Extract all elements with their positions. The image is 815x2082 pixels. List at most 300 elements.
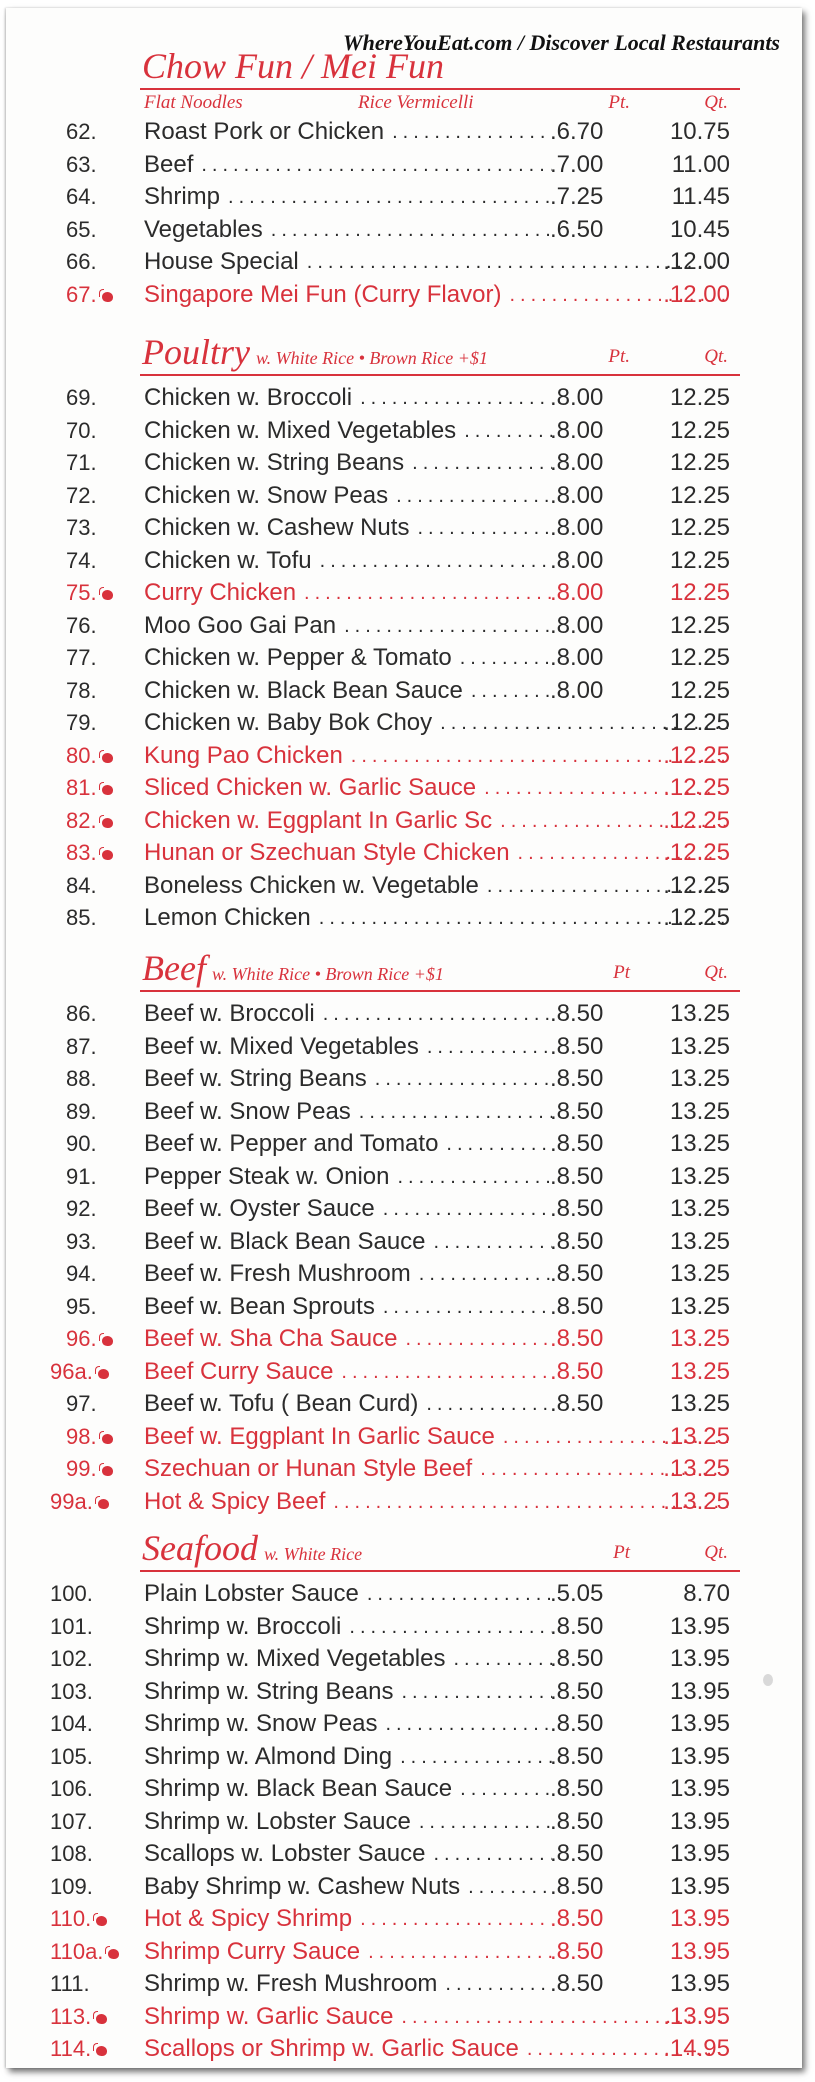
item-number-text: 67.: [66, 281, 97, 307]
quart-price: 13.95: [669, 1872, 730, 1900]
section-header: [6, 1528, 802, 1572]
item-name: Beef w. Black Bean Sauce: [144, 1227, 426, 1255]
item-number: [66, 1031, 134, 1063]
menu-item: [6, 1773, 802, 1806]
item-name: Chicken w. Tofu: [144, 546, 312, 574]
menu-page: [6, 8, 802, 2068]
item-name: Beef: [144, 150, 194, 178]
item-name: Baby Shrimp w. Cashew Nuts: [144, 1872, 461, 1900]
pint-price: .8.50: [550, 1000, 604, 1027]
menu-item: [6, 246, 802, 279]
menu-section: [6, 948, 802, 1518]
menu-item: [6, 1968, 802, 2001]
quart-price: 12.25: [669, 579, 730, 606]
item-name-line: [144, 610, 552, 642]
item-number: [66, 116, 134, 148]
quart-price: 13.95: [669, 1710, 730, 1737]
quart-price: 13.95: [669, 1612, 730, 1640]
hot-pepper-icon: [92, 1913, 108, 1927]
item-name: Chicken w. String Beans: [144, 449, 405, 476]
item-number-text: 82.: [66, 807, 97, 833]
item-name: Shrimp w. Fresh Mushroom: [144, 1970, 438, 1997]
pint-column-label: Pt: [613, 1542, 630, 1563]
menu-item: [6, 1578, 802, 1611]
quart-price: 13.25: [669, 1227, 730, 1255]
item-number: [50, 1936, 118, 1968]
pint-price: .8.00: [550, 611, 604, 639]
quart-price: 13.25: [669, 1260, 730, 1287]
item-number: [50, 1838, 118, 1870]
pint-price: .8.50: [550, 1710, 604, 1737]
menu-item: [6, 707, 802, 740]
item-number-text: 65.: [66, 216, 97, 242]
item-number: [50, 1486, 118, 1518]
menu-item: [6, 512, 802, 545]
item-number-text: 74.: [66, 547, 97, 573]
menu-item: [6, 2033, 802, 2066]
item-number: [66, 902, 134, 934]
menu-item: [6, 116, 802, 149]
item-number: [66, 149, 134, 181]
menu-item: [6, 642, 802, 675]
hot-pepper-icon: [94, 1496, 110, 1510]
paper-blemish: [763, 1674, 773, 1686]
quart-price: .14.95: [663, 2035, 730, 2062]
item-name-line: [144, 1936, 552, 1968]
menu-item: [6, 1258, 802, 1291]
item-name-line: [144, 1773, 552, 1805]
pint-price: .8.50: [550, 1872, 604, 1900]
item-name: Beef w. String Beans: [144, 1065, 367, 1092]
item-number-text: 109.: [50, 1873, 93, 1899]
quart-price: 13.25: [669, 1065, 730, 1092]
item-number: [66, 214, 134, 246]
item-number: [66, 837, 134, 869]
quart-price: .12.25: [663, 839, 730, 866]
hot-pepper-icon: [98, 815, 114, 829]
quart-price: 12.25: [669, 481, 730, 509]
item-name-line: [144, 1258, 552, 1290]
menu-item: [6, 837, 802, 870]
quart-price: .13.25: [663, 1487, 730, 1515]
menu-item: [6, 1096, 802, 1129]
item-name: Chicken w. Snow Peas: [144, 481, 389, 509]
item-number-text: 87.: [66, 1033, 97, 1059]
menu-item: [6, 149, 802, 182]
item-number-text: 92.: [66, 1196, 97, 1221]
item-number-text: 75.: [66, 580, 97, 605]
hot-pepper-icon: [98, 750, 114, 764]
pint-price: .8.00: [550, 546, 604, 574]
pint-price: .8.50: [550, 1970, 604, 1997]
item-number-text: 84.: [66, 872, 97, 898]
dot-leader: [419, 1806, 552, 1838]
dot-leader: [396, 480, 552, 512]
quart-price: 12.25: [669, 676, 730, 704]
item-number: [50, 1676, 118, 1708]
site-credit: WhereYouEat.com / Discover Local Restaurants: [343, 30, 780, 55]
menu-item: [6, 1676, 802, 1709]
item-name: Chicken w. Eggplant In Garlic Sc: [144, 806, 493, 834]
quart-price: 12.25: [669, 449, 730, 476]
quart-price: 13.25: [669, 1000, 730, 1027]
item-name: Chicken w. Mixed Vegetables: [144, 416, 457, 444]
item-name: Beef w. Broccoli: [144, 1000, 315, 1027]
item-name-line: [144, 1806, 552, 1838]
item-number: [66, 246, 134, 278]
item-number: [66, 1453, 134, 1485]
pint-price: .5.05: [550, 1580, 604, 1607]
dot-leader: [426, 1388, 552, 1420]
item-number: [50, 1356, 118, 1388]
section-divider: [140, 1570, 740, 1572]
item-number-text: 111.: [50, 1971, 90, 1996]
item-number: [66, 1096, 134, 1128]
item-name: Shrimp w. Black Bean Sauce: [144, 1775, 453, 1802]
quart-price: .13.25: [663, 1455, 730, 1482]
quart-price: 12.25: [669, 611, 730, 639]
pint-column-label: Pt: [613, 962, 630, 983]
item-name: Chicken w. Cashew Nuts: [144, 514, 410, 541]
menu-item: [6, 998, 802, 1031]
item-name: Shrimp w. Almond Ding: [144, 1742, 393, 1770]
item-number: [50, 1643, 118, 1675]
item-number: [66, 382, 134, 414]
pint-price: .8.50: [550, 1162, 604, 1190]
item-number-text: 90.: [66, 1131, 97, 1156]
dot-leader: [412, 447, 552, 479]
item-name-line: [144, 1226, 552, 1258]
item-number: [66, 447, 134, 479]
item-name-line: [144, 642, 552, 674]
item-name-line: [144, 1968, 552, 2000]
item-number: [50, 1968, 118, 2000]
item-name: Roast Pork or Chicken: [144, 118, 385, 145]
item-name: Shrimp w. Garlic Sauce: [144, 2002, 394, 2030]
hot-pepper-icon: [98, 782, 114, 796]
menu-item: [6, 1838, 802, 1871]
item-name-line: [144, 1063, 552, 1095]
item-number: [66, 740, 134, 772]
dot-leader: [397, 1161, 552, 1193]
quart-price: 13.95: [669, 1840, 730, 1867]
quart-price: 10.75: [669, 118, 730, 145]
item-number-text: 89.: [66, 1098, 97, 1124]
menu-item: [6, 805, 802, 838]
item-number-text: 105.: [50, 1743, 93, 1769]
quart-price: 11.45: [671, 183, 730, 210]
menu-item: [6, 1421, 802, 1454]
item-number-text: 73.: [66, 515, 97, 540]
section-header: [6, 332, 802, 376]
item-name: Boneless Chicken w. Vegetable: [144, 871, 479, 899]
item-number-text: 102.: [50, 1646, 93, 1671]
pint-price: .8.00: [550, 449, 604, 476]
menu-section: [6, 46, 802, 311]
quart-price: .12.25: [663, 774, 730, 801]
quart-price: .12.25: [663, 871, 730, 899]
item-name-line: [144, 1193, 552, 1225]
dot-leader: [434, 1226, 552, 1258]
item-number-text: 64.: [66, 184, 97, 209]
item-number: [50, 1871, 118, 1903]
item-number: [66, 1193, 134, 1225]
item-number-text: 113.: [50, 2003, 92, 2029]
hot-pepper-icon: [92, 2011, 108, 2025]
quart-column-label: Qt.: [704, 346, 728, 367]
item-name: Beef w. Oyster Sauce: [144, 1195, 375, 1222]
item-number: [66, 1291, 134, 1323]
section-header: [6, 46, 802, 90]
dot-leader: [471, 675, 552, 707]
item-number: [66, 1063, 134, 1095]
item-name-line: [144, 1903, 552, 1935]
menu-item: [6, 1323, 802, 1356]
pint-price: .8.50: [550, 1807, 604, 1835]
item-name-line: [144, 1128, 552, 1160]
dot-leader: [359, 1096, 552, 1128]
pint-price: .7.00: [550, 150, 604, 178]
dot-leader: [445, 1968, 552, 2000]
pint-price: .8.50: [550, 1840, 604, 1867]
dot-leader: [349, 1611, 552, 1643]
quart-price: 13.25: [669, 1357, 730, 1385]
item-name-line: [144, 1741, 552, 1773]
dot-leader: [400, 1741, 552, 1773]
section-title-text: Seafood: [142, 1528, 258, 1568]
quart-price: 13.25: [669, 1032, 730, 1060]
section-title: [142, 48, 450, 84]
item-name: Scallops w. Lobster Sauce: [144, 1840, 426, 1867]
menu-item: [6, 1643, 802, 1676]
quart-price: 13.95: [669, 1970, 730, 1997]
item-name-line: [144, 545, 552, 577]
item-name: Shrimp Curry Sauce: [144, 1937, 361, 1965]
item-number: [66, 480, 134, 512]
flat-noodles-label: Flat Noodles: [144, 92, 243, 113]
menu-item: [6, 772, 802, 805]
item-name-line: [144, 149, 552, 181]
menu-item: [6, 1903, 802, 1936]
item-name: Hot & Spicy Shrimp: [144, 1905, 353, 1932]
item-number: [66, 1128, 134, 1160]
item-number-text: 70.: [66, 417, 97, 443]
item-number: [66, 870, 134, 902]
pint-price: .8.50: [550, 1645, 604, 1672]
item-name: Shrimp w. Lobster Sauce: [144, 1807, 411, 1835]
item-number-text: 85.: [66, 905, 97, 930]
item-name-line: [144, 1031, 552, 1063]
item-name: Lemon Chicken: [144, 904, 311, 931]
item-name: Beef w. Tofu ( Bean Curd): [144, 1390, 419, 1417]
menu-item: [6, 2001, 802, 2034]
pint-price: .8.50: [550, 1130, 604, 1157]
dot-leader: [320, 545, 552, 577]
quart-price: 12.25: [669, 546, 730, 574]
pint-price: .7.25: [550, 183, 604, 210]
item-number-text: 96a.: [50, 1358, 93, 1384]
item-number-text: 86.: [66, 1001, 97, 1026]
item-name: Shrimp w. Snow Peas: [144, 1710, 378, 1737]
item-number: [66, 512, 134, 544]
quart-price: 13.25: [669, 1130, 730, 1157]
pint-price: .8.50: [550, 1775, 604, 1802]
item-number: [66, 642, 134, 674]
menu-item: [6, 1936, 802, 1969]
item-number-text: 63.: [66, 151, 97, 177]
item-name-line: [144, 116, 552, 148]
menu-item: [6, 447, 802, 480]
section-title: [142, 950, 444, 986]
pint-price: .8.00: [550, 384, 604, 411]
pint-price: .8.50: [550, 1097, 604, 1125]
menu-item: [6, 480, 802, 513]
item-number: [66, 279, 134, 311]
pint-column-label: Pt.: [608, 92, 630, 113]
item-number-text: 79.: [66, 710, 97, 735]
menu-item: [6, 1161, 802, 1194]
item-number-text: 83.: [66, 840, 97, 865]
item-number-text: 99.: [66, 1456, 97, 1481]
section-header: [6, 948, 802, 992]
pint-price: .8.50: [550, 1292, 604, 1320]
rice-vermicelli-label: Rice Vermicelli: [358, 92, 474, 113]
pint-price: .8.50: [550, 1260, 604, 1287]
item-number: [66, 415, 134, 447]
pint-price: .8.00: [550, 644, 604, 671]
dot-leader: [304, 577, 552, 609]
section-subtitle: w. White Rice • Brown Rice +$1: [255, 348, 488, 368]
item-name: Pepper Steak w. Onion: [144, 1162, 390, 1190]
item-number: [66, 577, 134, 609]
item-name: Vegetables: [144, 215, 263, 243]
menu-item: [6, 545, 802, 578]
quart-price: 10.45: [669, 215, 730, 243]
item-name-line: [144, 512, 552, 544]
dot-leader: [375, 1063, 552, 1095]
section-title-text: Beef: [142, 948, 206, 988]
item-name: Beef Curry Sauce: [144, 1357, 334, 1385]
item-number: [66, 805, 134, 837]
quart-price: .12.25: [663, 904, 730, 931]
quart-price: 13.25: [669, 1162, 730, 1190]
section-subtitle: w. White Rice: [263, 1544, 363, 1564]
quart-price: .12.25: [663, 741, 730, 769]
menu-section: [6, 332, 802, 935]
pint-price: .8.50: [550, 1390, 604, 1417]
dot-leader: [406, 1323, 553, 1355]
item-name-line: [144, 1676, 552, 1708]
item-name: Plain Lobster Sauce: [144, 1580, 359, 1607]
dot-leader: [323, 998, 552, 1030]
menu-item: [6, 1611, 802, 1644]
menu-item: [6, 415, 802, 448]
item-name: Beef w. Sha Cha Sauce: [144, 1325, 398, 1352]
column-subheader: [6, 90, 802, 116]
item-name-line: [144, 1096, 552, 1128]
item-name: Beef w. Pepper and Tomato: [144, 1130, 439, 1157]
menu-item: [6, 279, 802, 312]
menu-item: [6, 610, 802, 643]
item-number-text: 95.: [66, 1293, 97, 1319]
item-number: [66, 1258, 134, 1290]
quart-price: 13.95: [669, 1905, 730, 1932]
quart-price: 13.25: [669, 1195, 730, 1222]
menu-item: [6, 1226, 802, 1259]
menu-item: [6, 1486, 802, 1519]
item-name: Chicken w. Broccoli: [144, 384, 353, 411]
item-number-text: 96.: [66, 1326, 97, 1351]
dot-leader: [427, 1031, 552, 1063]
pint-price: .6.70: [550, 118, 604, 145]
pint-price: .8.50: [550, 1357, 604, 1385]
item-name-line: [144, 1871, 552, 1903]
dot-leader: [385, 1708, 552, 1740]
dot-leader: [360, 382, 552, 414]
item-number: [66, 772, 134, 804]
item-name-line: [144, 1578, 552, 1610]
menu-item: [6, 1356, 802, 1389]
hot-pepper-icon: [104, 1946, 120, 1960]
quart-price: 12.25: [669, 384, 730, 411]
item-name: Szechuan or Hunan Style Beef: [144, 1455, 473, 1482]
menu-item: [6, 1031, 802, 1064]
menu-section: [6, 1528, 802, 2066]
item-number: [66, 545, 134, 577]
pint-price: .8.00: [550, 481, 604, 509]
quart-price: .12.25: [663, 806, 730, 834]
pint-price: .8.00: [550, 514, 604, 541]
item-number-text: 93.: [66, 1228, 97, 1254]
item-number-text: 94.: [66, 1261, 97, 1286]
quart-price: 8.70: [683, 1580, 730, 1607]
item-name: Shrimp: [144, 183, 221, 210]
quart-price: .12.00: [663, 280, 730, 308]
dot-leader: [460, 642, 552, 674]
menu-item: [6, 1806, 802, 1839]
item-number: [50, 1806, 118, 1838]
pint-price: .8.50: [550, 1032, 604, 1060]
item-number: [50, 2001, 118, 2033]
item-name-line: [144, 1323, 552, 1355]
dot-leader: [419, 1258, 552, 1290]
section-subtitle: w. White Rice • Brown Rice +$1: [211, 964, 444, 984]
item-number: [50, 1741, 118, 1773]
dot-leader: [367, 1578, 552, 1610]
item-number-text: 69.: [66, 385, 97, 410]
menu-item: [6, 902, 802, 935]
pint-price: .8.50: [550, 1905, 604, 1932]
item-number-text: 104.: [50, 1711, 93, 1736]
item-number: [50, 1611, 118, 1643]
item-number: [50, 2033, 118, 2065]
quart-price: .13.95: [663, 2002, 730, 2030]
item-name: Beef w. Snow Peas: [144, 1097, 351, 1125]
quart-price: .12.25: [663, 709, 730, 736]
item-number-text: 72.: [66, 482, 97, 508]
item-name-line: [144, 214, 552, 246]
dot-leader: [460, 1773, 552, 1805]
dot-leader: [383, 1291, 552, 1323]
dot-leader: [464, 415, 552, 447]
item-number-text: 77.: [66, 645, 97, 670]
menu-item: [6, 181, 802, 214]
menu-item: [6, 1708, 802, 1741]
quart-column-label: Qt.: [704, 92, 728, 113]
item-number-text: 81.: [66, 775, 97, 800]
item-number-text: 80.: [66, 742, 97, 768]
item-name: Scallops or Shrimp w. Garlic Sauce: [144, 2035, 519, 2062]
